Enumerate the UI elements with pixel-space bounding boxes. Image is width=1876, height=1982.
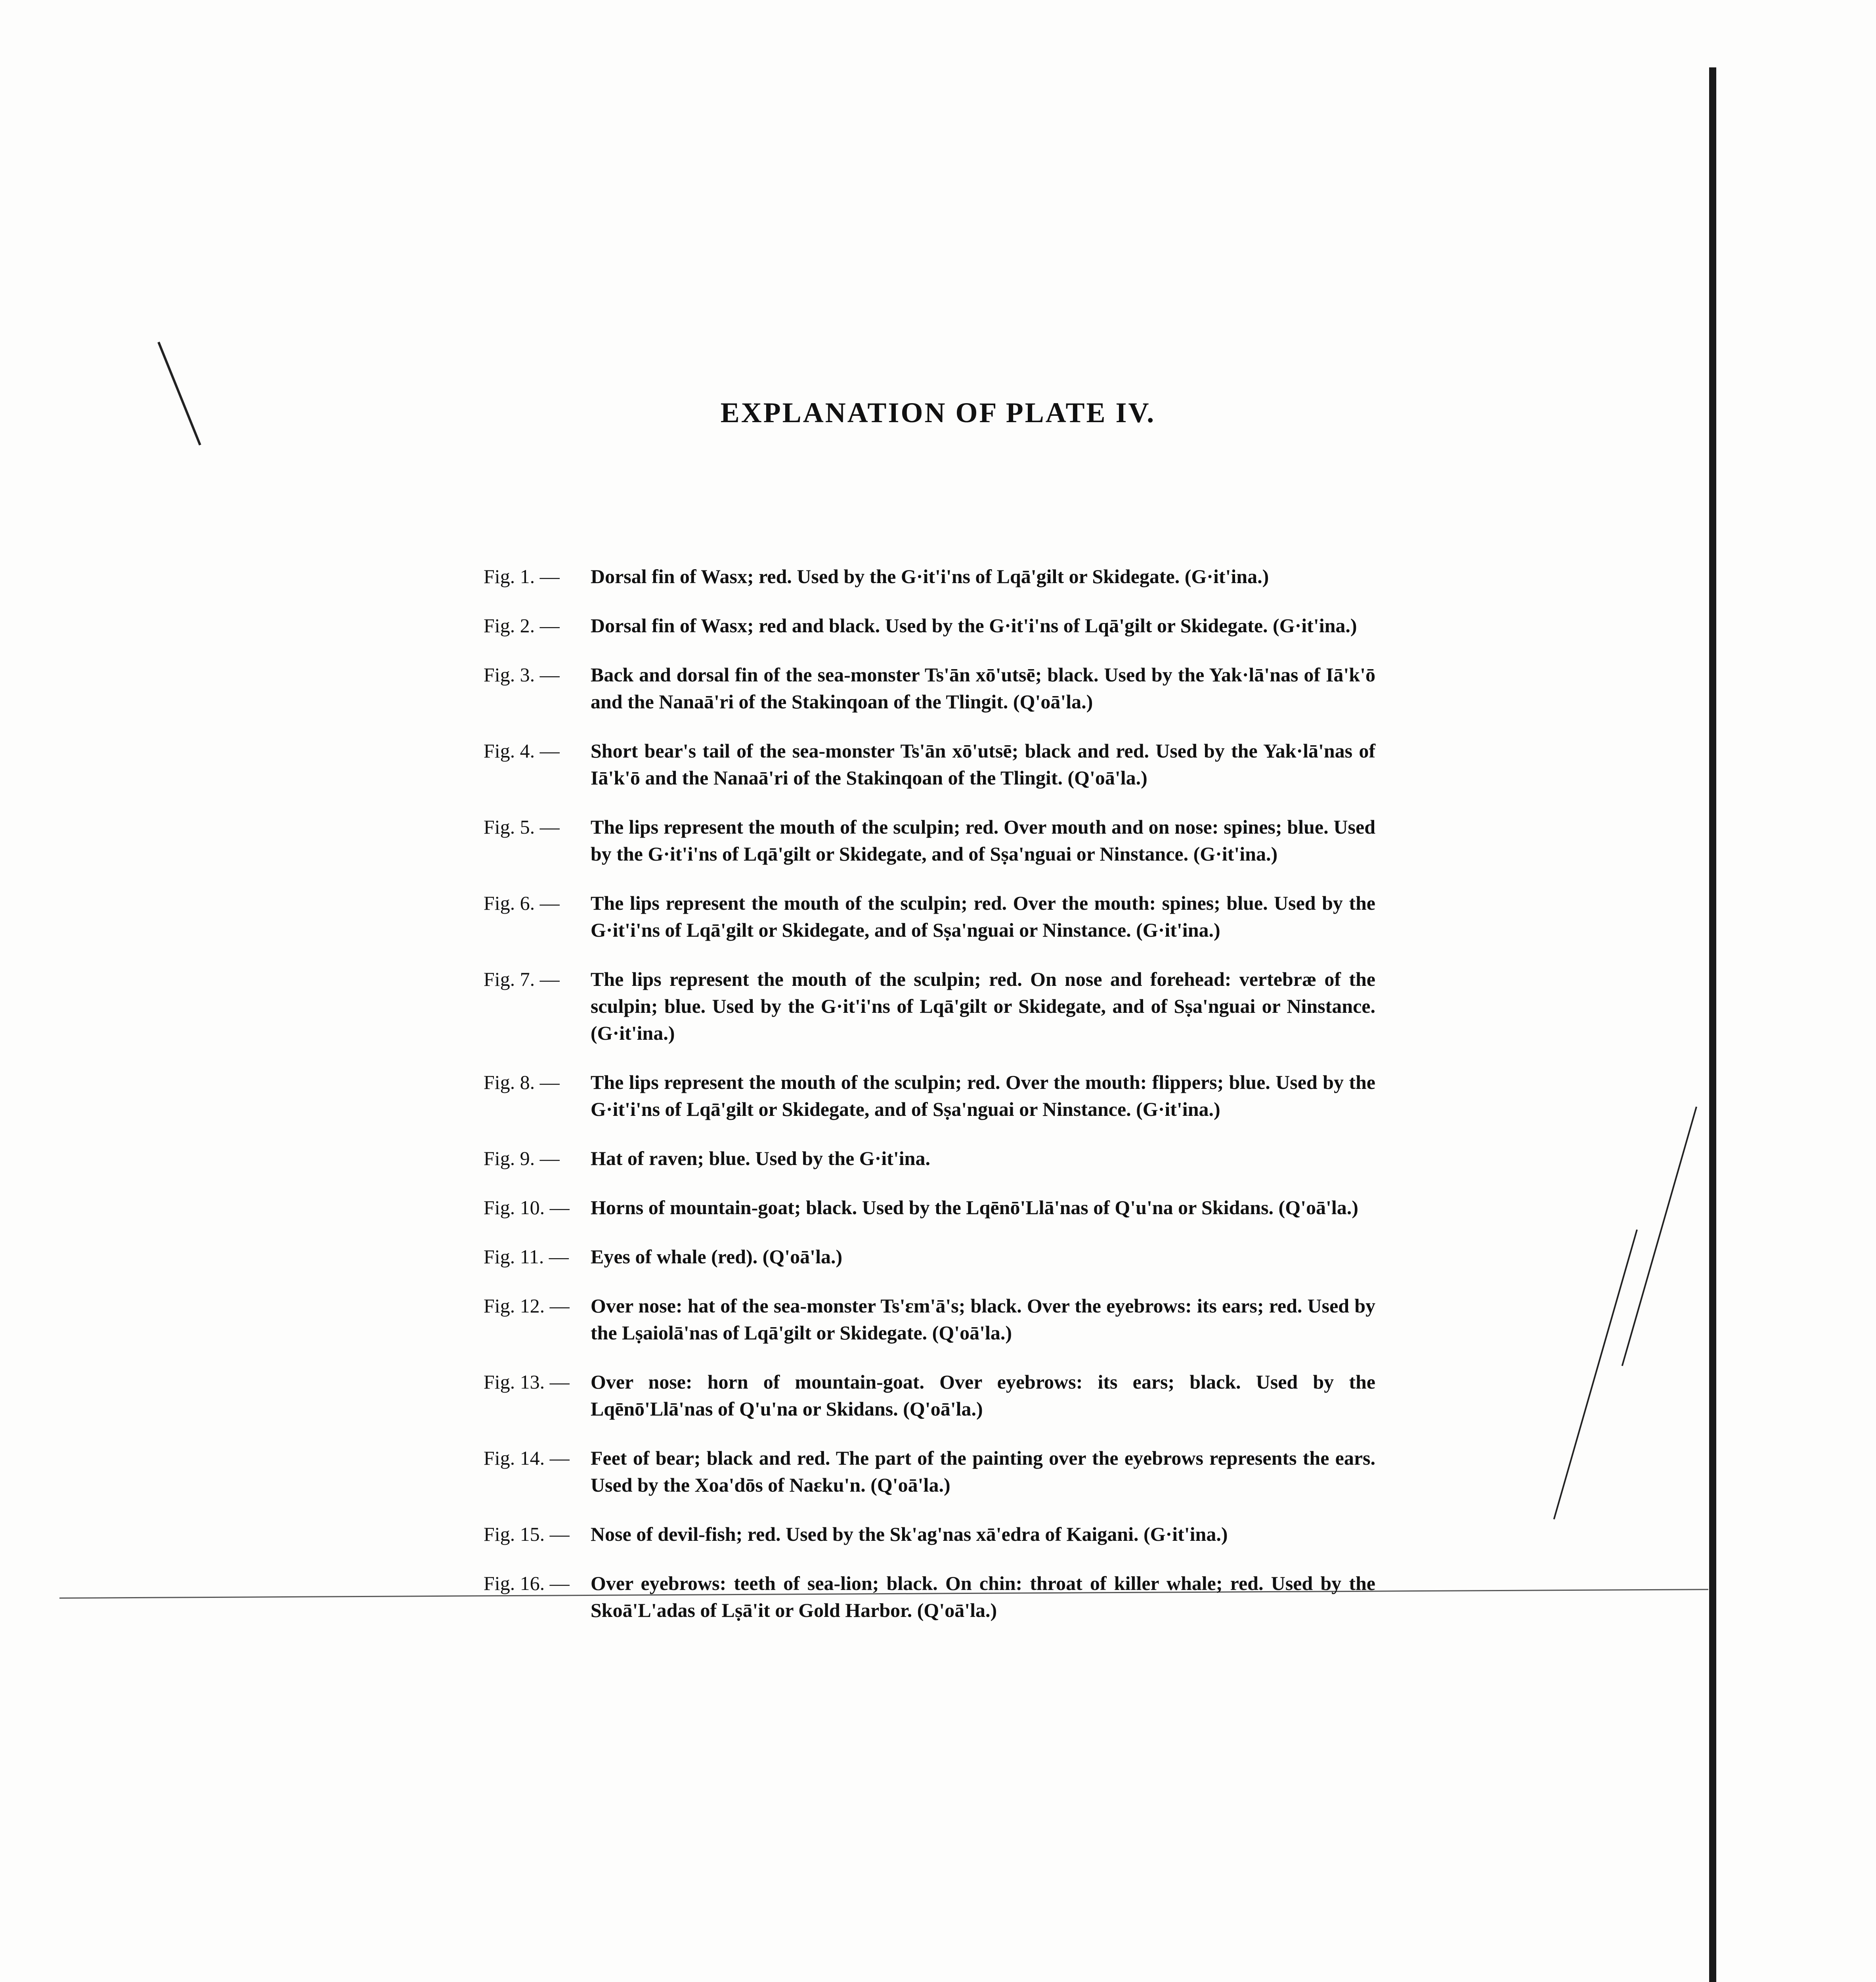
figure-label: Fig. 2. — xyxy=(484,614,560,637)
figure-description: Hat of raven; blue. Used by the G·it'ina. xyxy=(591,1147,930,1169)
figure-label: Fig. 1. — xyxy=(484,565,560,587)
figure-description: Dorsal fin of Wasx; red. Used by the G·it'i'ns of Lqā'gilt or Skidegate. (G·it'ina.) xyxy=(591,565,1269,587)
figure-label: Fig. 4. — xyxy=(484,740,560,762)
figure-description: The lips represent the mouth of the sculpin; red. On nose and forehead: vertebræ of the sculpin; blue. Used by the G·it'i'ns of Lqā'gilt or Skidegate, and of Sṣa'nguai or Ninstance. (G·it'ina.) xyxy=(591,968,1375,1044)
figure-entry xyxy=(484,1145,1375,1172)
figure-description: Eyes of whale (red). (Q'oā'la.) xyxy=(591,1245,843,1268)
figure-entry xyxy=(484,890,1375,943)
figure-description: Over nose: hat of the sea-monster Ts'ɛm'ā's; black. Over the eyebrows: its ears; red. Used by the Lṣaiolā'nas of Lqā'gilt or Skidegate. (Q'oā'la.) xyxy=(591,1295,1375,1344)
figure-label: Fig. 16. — xyxy=(484,1572,570,1594)
figure-entry xyxy=(484,661,1375,715)
figure-entry xyxy=(484,1444,1375,1498)
figure-label: Fig. 12. — xyxy=(484,1295,570,1317)
scan-scratch xyxy=(1553,1229,1638,1519)
scan-scratch xyxy=(157,342,201,446)
figure-label: Fig. 3. — xyxy=(484,664,560,686)
figure-entry xyxy=(484,1069,1375,1123)
figure-entry xyxy=(484,813,1375,867)
figure-label: Fig. 14. — xyxy=(484,1447,570,1469)
figure-description: Dorsal fin of Wasx; red and black. Used by the G·it'i'ns of Lqā'gilt or Skidegate. (G·it'ina.) xyxy=(591,614,1357,637)
figure-description: The lips represent the mouth of the sculpin; red. Over mouth and on nose: spines; blue. Used by the G·it'i'ns of Lqā'gilt or Skidegate, and of Sṣa'nguai or Ninstance. (G·it'ina.) xyxy=(591,816,1375,865)
figure-entry xyxy=(484,1570,1375,1624)
figure-entry xyxy=(484,612,1375,639)
figure-description: Back and dorsal fin of the sea-monster Ts'ān xō'utsē; black. Used by the Yak·lā'nas of Iā'k'ō and the Nanaā'ri of the Stakinqoan of the Tlingit. (Q'oā'la.) xyxy=(591,664,1375,713)
figure-description: Horns of mountain-goat; black. Used by the Lqēnō'Llā'nas of Q'u'na or Skidans. (Q'oā'la.) xyxy=(591,1196,1358,1219)
scan-scratch xyxy=(1622,1106,1697,1366)
page-title: EXPLANATION OF PLATE IV. xyxy=(720,397,1156,429)
figure-entry xyxy=(484,737,1375,791)
figure-description: Short bear's tail of the sea-monster Ts'ān xō'utsē; black and red. Used by the Yak·lā'nas of Iā'k'ō and the Nanaā'ri of the Stakinqoan of the Tlingit. (Q'oā'la.) xyxy=(591,740,1375,789)
figure-entry xyxy=(484,966,1375,1046)
figure-entry xyxy=(484,1194,1375,1221)
figure-label: Fig. 13. — xyxy=(484,1371,570,1393)
figure-entry xyxy=(484,1292,1375,1346)
figure-label: Fig. 10. — xyxy=(484,1196,570,1219)
figure-description: The lips represent the mouth of the sculpin; red. Over the mouth: spines; blue. Used by the G·it'i'ns of Lqā'gilt or Skidegate, and of Sṣa'nguai or Ninstance. (G·it'ina.) xyxy=(591,892,1375,941)
binding-edge-rule xyxy=(1709,67,1716,1982)
figure-entry xyxy=(484,1243,1375,1270)
figure-description: Feet of bear; black and red. The part of the painting over the eyebrows represents the ears. Used by the Xoa'dōs of Naɛku'n. (Q'oā'la.) xyxy=(591,1447,1375,1496)
figure-label: Fig. 9. — xyxy=(484,1147,560,1169)
figure-label: Fig. 7. — xyxy=(484,968,560,990)
figure-entry xyxy=(484,563,1375,590)
figure-entry xyxy=(484,1521,1375,1548)
figure-description: Nose of devil-fish; red. Used by the Sk'ag'nas xā'edra of Kaigani. (G·it'ina.) xyxy=(591,1523,1228,1545)
figure-label: Fig. 6. — xyxy=(484,892,560,914)
figure-description: The lips represent the mouth of the sculpin; red. Over the mouth: flippers; blue. Used by the G·it'i'ns of Lqā'gilt or Skidegate, and of Sṣa'nguai or Ninstance. (G·it'ina.) xyxy=(591,1071,1375,1120)
figure-list xyxy=(484,563,1375,1646)
figure-label: Fig. 8. — xyxy=(484,1071,560,1093)
figure-label: Fig. 5. — xyxy=(484,816,560,838)
figure-label: Fig. 11. — xyxy=(484,1245,569,1268)
figure-entry xyxy=(484,1368,1375,1422)
figure-label: Fig. 15. — xyxy=(484,1523,570,1545)
figure-description: Over nose: horn of mountain-goat. Over eyebrows: its ears; black. Used by the Lqēnō'Llā'nas of Q'u'na or Skidans. (Q'oā'la.) xyxy=(591,1371,1375,1420)
figure-description: Over eyebrows: teeth of sea-lion; black. On chin: throat of killer whale; red. Used by the Skoā'L'adas of Lṣā'it or Gold Harbor. (Q'oā'la.) xyxy=(591,1572,1375,1621)
